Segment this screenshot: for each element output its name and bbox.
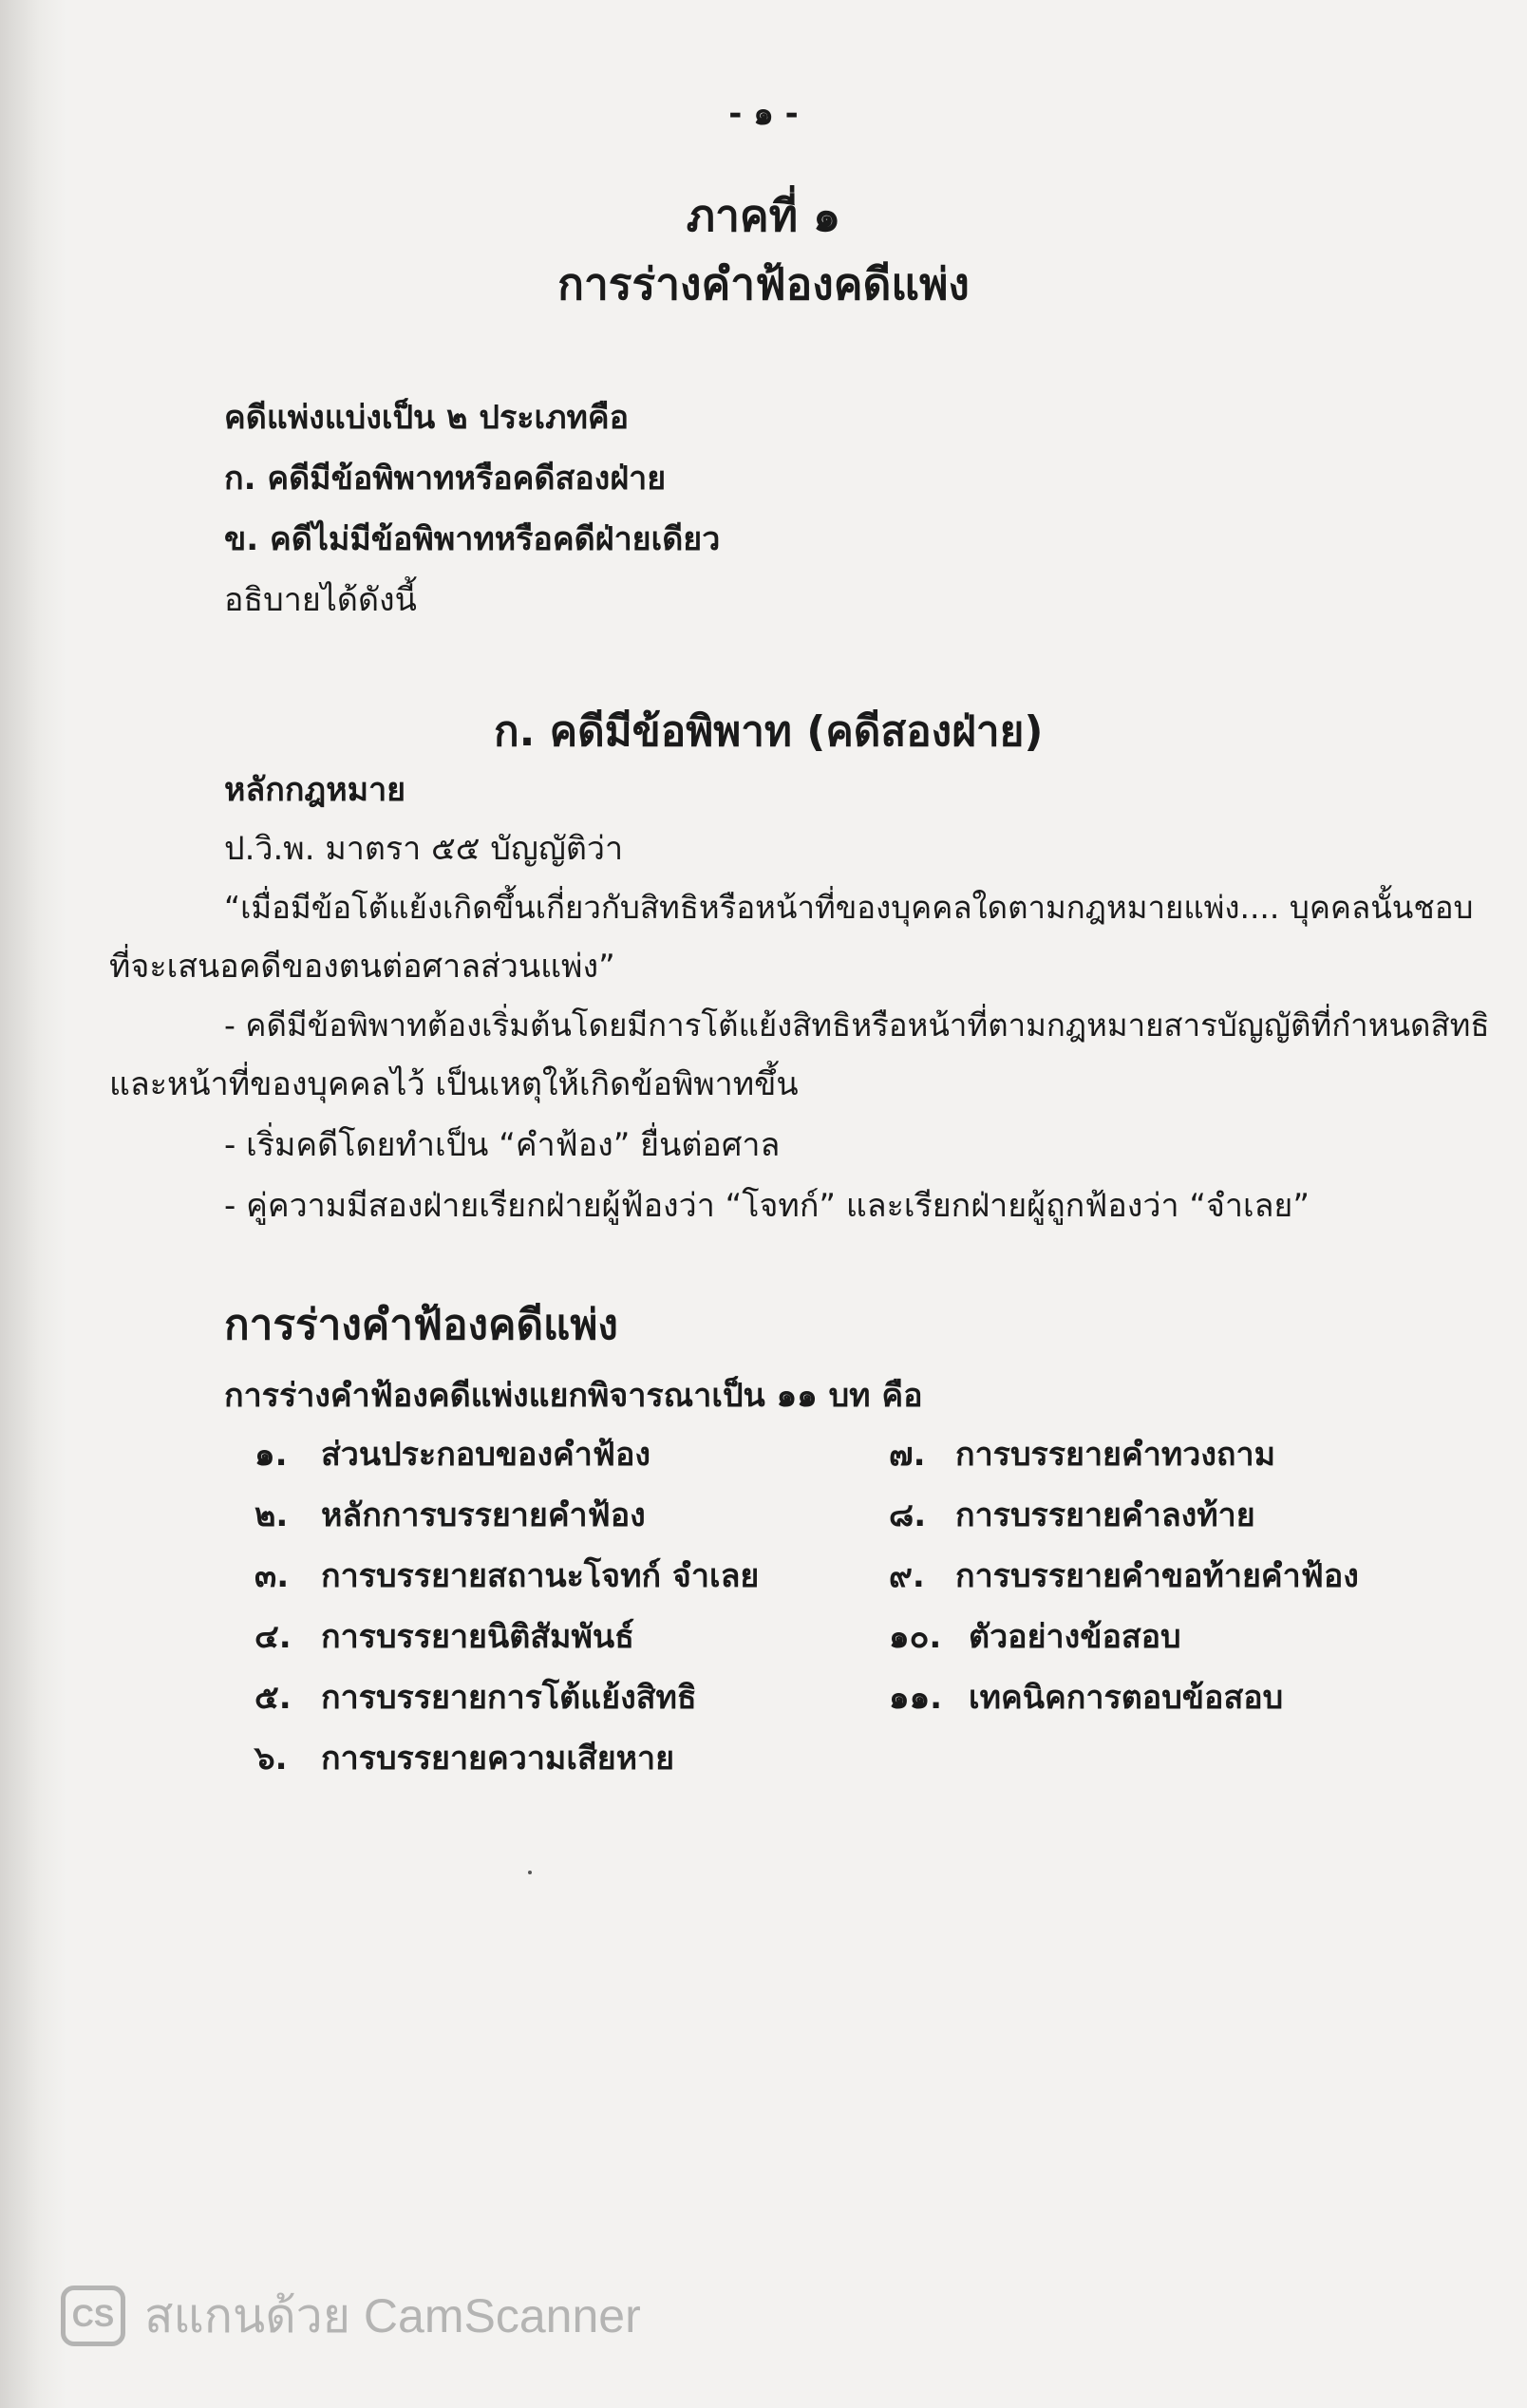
- chapter-item: ๓. การบรรยายสถานะโจทก์ จำเลย: [254, 1557, 760, 1595]
- statute-reference: ป.วิ.พ. มาตรา ๕๕ บัญญัติว่า: [224, 830, 624, 868]
- chapter-item: ๔. การบรรยายนิติสัมพันธ์: [254, 1618, 634, 1656]
- chapter-item: ๒. หลักการบรรยายคำฟ้อง: [254, 1496, 646, 1534]
- chapter-item: ๗. การบรรยายคำทวงถาม: [889, 1436, 1276, 1474]
- camscanner-logo-icon: CS: [61, 2286, 125, 2346]
- drafting-lead: การร่างคำฟ้องคดีแพ่งแยกพิจารณาเป็น ๑๑ บท คือ: [224, 1377, 923, 1415]
- statute-quote-line-1: “เมื่อมีข้อโต้แย้งเกิดขึ้นเกี่ยวกับสิทธิหรือหน้าที่ของบุคคลใดตามกฎหมายแพ่ง.... บุคคลนั้นชอบ: [224, 889, 1474, 926]
- stray-dot: [528, 1871, 532, 1874]
- intro-lead: คดีแพ่งแบ่งเป็น ๒ ประเภทคือ: [224, 399, 630, 437]
- intro-explain: อธิบายได้ดังนี้: [224, 581, 417, 619]
- camscanner-watermark: [61, 2283, 641, 2349]
- page-edge-shadow: [0, 0, 66, 2408]
- section-a-heading: ก. คดีมีข้อพิพาท (คดีสองฝ่าย): [494, 707, 1044, 756]
- chapter-item: ๑๑. เทคนิคการตอบข้อสอบ: [889, 1679, 1284, 1717]
- chapter-item: ๕. การบรรยายการโต้แย้งสิทธิ: [254, 1679, 697, 1717]
- bullet-3: - คู่ความมีสองฝ่ายเรียกฝ่ายผู้ฟ้องว่า “โจทก์” และเรียกฝ่ายผู้ถูกฟ้องว่า “จำเลย”: [224, 1187, 1310, 1225]
- part-subtitle: การร่างคำฟ้องคดีแพ่ง: [557, 258, 970, 310]
- camscanner-text: สแกนด้วย CamScanner: [144, 2288, 641, 2342]
- bullet-1-line-2: และหน้าที่ของบุคคลไว้ เป็นเหตุให้เกิดข้อพิพาทขึ้น: [109, 1065, 799, 1103]
- statute-quote-line-2: ที่จะเสนอคดีของตนต่อศาลส่วนแพ่ง”: [109, 948, 615, 986]
- chapter-item: ๑๐. ตัวอย่างข้อสอบ: [889, 1618, 1181, 1656]
- chapter-item: ๖. การบรรยายความเสียหาย: [254, 1740, 675, 1778]
- chapter-item: ๙. การบรรยายคำขอท้ายคำฟ้อง: [889, 1557, 1359, 1595]
- page-number: - ๑ -: [728, 95, 799, 133]
- part-title: ภาคที่ ๑: [686, 190, 841, 241]
- bullet-2: - เริ่มคดีโดยทำเป็น “คำฟ้อง” ยื่นต่อศาล: [224, 1126, 781, 1164]
- intro-item-b: ข. คดีไม่มีข้อพิพาทหรือคดีฝ่ายเดียว: [224, 520, 721, 558]
- intro-item-a: ก. คดีมีข้อพิพาทหรือคดีสองฝ่าย: [224, 460, 667, 498]
- chapter-item: ๘. การบรรยายคำลงท้าย: [889, 1496, 1255, 1534]
- bullet-1-line-1: - คดีมีข้อพิพาทต้องเริ่มต้นโดยมีการโต้แย้งสิทธิหรือหน้าที่ตามกฎหมายสารบัญญัติที่กำหนดสิทธิ: [224, 1006, 1490, 1044]
- drafting-heading: การร่างคำฟ้องคดีแพ่ง: [224, 1301, 618, 1349]
- legal-principle-label: หลักกฎหมาย: [224, 771, 406, 809]
- chapter-item: ๑. ส่วนประกอบของคำฟ้อง: [254, 1436, 650, 1474]
